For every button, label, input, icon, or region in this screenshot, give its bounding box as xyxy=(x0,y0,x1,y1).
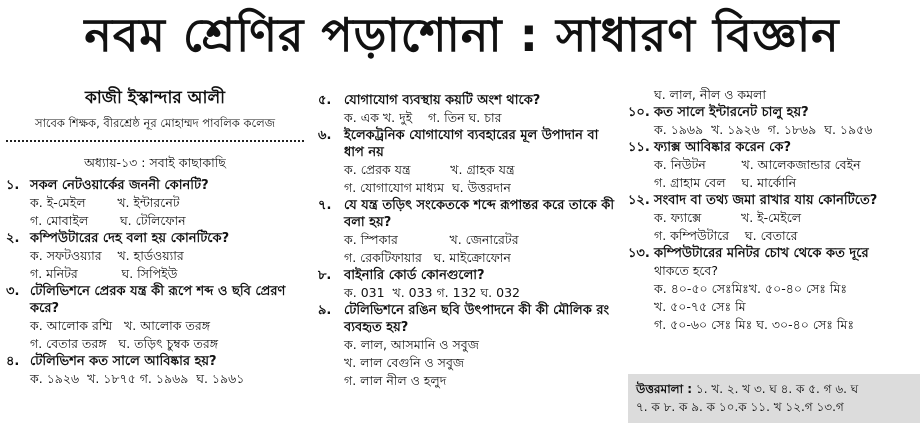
answer-options: গ. লাল নীল ও হলুদ xyxy=(344,373,447,388)
question-number: ৮. xyxy=(318,268,332,283)
answer-key-box xyxy=(628,374,920,423)
answer-options: ক. লাল, আসমানি ও সবুজ xyxy=(344,337,479,352)
answer-options: থাকতে হবে? xyxy=(654,263,719,278)
answer-options: গ. বেতার তরঙ্গ ঘ. তড়িৎ চুম্বক তরঙ্গ xyxy=(30,336,219,351)
question xyxy=(318,267,618,284)
question-list-right xyxy=(628,104,920,334)
question-number: ১২. xyxy=(628,193,650,208)
question-number: ১৩. xyxy=(628,246,650,261)
question-text: ফ্যাক্স আবিষ্কার করেন কে? xyxy=(654,140,792,155)
answer-options: ক. ই-মেইল খ. ইন্টারনেট xyxy=(30,195,180,210)
question-text: টেলিভিশন কত সালে আবিষ্কার হয়? xyxy=(30,354,217,369)
question-number: ৭. xyxy=(318,198,332,213)
column-left xyxy=(6,76,304,388)
answer-options: ক. স্পিকার খ. জেনারেটর xyxy=(344,232,519,247)
question-number: ১১. xyxy=(628,140,650,155)
question-text: কম্পিউটারের দেহ বলা হয় কোনটিকে? xyxy=(30,231,230,246)
author-name: কাজী ইস্কান্দার আলী xyxy=(84,88,226,108)
question-list-middle xyxy=(318,92,618,390)
question xyxy=(628,139,920,156)
question xyxy=(318,302,618,336)
question-number: ৫. xyxy=(318,93,332,108)
answer-key-line-1: ১. খ. ২. খ ৩. ঘ ৪. ক ৫. গ ৬. ঘ xyxy=(695,382,859,396)
answer-options: ক. প্রেরক যন্ত্র খ. গ্রাহক যন্ত্র xyxy=(344,162,515,177)
question-number: ১. xyxy=(6,178,20,193)
question xyxy=(318,127,618,161)
question xyxy=(6,283,304,317)
question-text: ইলেকট্রনিক যোগাযোগ ব্যবহারের মূল উপাদান বা ধাপ নয় xyxy=(344,128,599,160)
question-number: ১০. xyxy=(628,105,650,120)
page-title: নবম শ্রেণির পড়াশোনা : সাধারণ বিজ্ঞান xyxy=(84,8,840,62)
chapter-heading: অধ্যায়-১৩ : সবাই কাছাকাছি xyxy=(84,155,226,170)
answer-options: খ. লাল বেগুনি ও সবুজ xyxy=(344,355,465,370)
answer-options: ক. ১৯২৬ খ. ১৮৭৫ গ. ১৯৬৯ ঘ. ১৯৬১ xyxy=(30,371,245,386)
question-number: ৬. xyxy=(318,128,332,143)
question-text: টেলিভিশনে প্রেরক যন্ত্র কী রূপে শব্দ ও ছবি প্রেরণ করে? xyxy=(30,284,286,316)
question-text: সংবাদ বা তথ্য জমা রাখার যায় কোনটিতে? xyxy=(654,193,878,208)
answer-options: গ. মোবাইল ঘ. টেলিফোন xyxy=(30,213,186,228)
question xyxy=(628,245,920,262)
dotted-divider xyxy=(6,140,304,142)
question-number: ৪. xyxy=(6,354,20,369)
answer-options: ক. ফ্যাক্সে খ. ই-মেইলে xyxy=(654,210,802,225)
question xyxy=(628,104,920,121)
answer-options: গ. মনিটর ঘ. সিপিইউ xyxy=(30,266,178,281)
answer-options: গ. যোগাযোগ মাধ্যম ঘ. উত্তরদান xyxy=(344,180,511,195)
question-number: ৩. xyxy=(6,284,20,299)
answer-options: গ. কম্পিউটারে ঘ. বেতারে xyxy=(654,228,798,243)
question-text: কম্পিউটারের মনিটর চোখ থেকে কত দূরে xyxy=(654,246,869,261)
question xyxy=(628,192,920,209)
question xyxy=(6,353,304,370)
question-text: বাইনারি কোর্ড কোনগুলো? xyxy=(344,268,485,283)
question xyxy=(318,92,618,109)
question xyxy=(6,177,304,194)
answer-options: গ. রেকটিফায়ার ঘ. মাইক্রোফোন xyxy=(344,250,511,265)
question-text: সকল নেটওয়ার্কের জননী কোনটি? xyxy=(30,178,209,193)
answer-options: খ. ৫০-৭৫ সেঃ মি xyxy=(654,299,746,314)
answer-options: ক. আলোক রশ্মি খ. আলোক তরঙ্গ xyxy=(30,318,211,333)
answer-options: গ. গ্রাহাম বেল ঘ. মার্কোনি xyxy=(654,175,797,190)
answer-options: ক. এক খ. দুই গ. তিন ঘ. চার xyxy=(344,110,502,125)
answer-options: ক. নিউটন খ. আলেকজান্ডার বেইন xyxy=(654,157,861,172)
answer-options: ক. 031 খ. 033 গ. 132 ঘ. 032 xyxy=(344,285,520,300)
answer-options: ক. সফটওয়্যার খ. হার্ডওয়্যার xyxy=(30,248,184,263)
question xyxy=(6,230,304,247)
question-number: ২. xyxy=(6,231,20,246)
answer-options: গ. ৫০-৬০ সেঃ মিঃ ঘ. ৩০-৪০ সেঃ মিঃ xyxy=(654,317,855,332)
column-right xyxy=(628,86,920,334)
answer-key-line-2: ৭. ক ৮. ক ৯. ক ১০.ক ১১. খ ১২.গ ১৩.গ xyxy=(636,400,844,414)
author-affiliation: সাবেক শিক্ষক, বীরশ্রেষ্ঠ নূর মোহাম্মদ পাবলিক কলেজ xyxy=(34,116,276,130)
question-text: কত সালে ইন্টারনেট চালু হয়? xyxy=(654,105,809,120)
answer-key-label: উত্তরমালা : xyxy=(636,382,693,396)
answer-options: ক. ৪০-৫০ সেঃমিঃখ. ৫০-৪০ সেঃ মিঃ xyxy=(654,281,848,296)
question-list-left xyxy=(6,177,304,388)
answer-options: ক. ১৯৬৯ খ. ১৯২৬ গ. ১৮৬৯ ঘ. ১৯৫৬ xyxy=(654,122,873,137)
question-text: টেলিভিশনে রঙিন ছবি উৎপাদনে কী কী মৌলিক রং ব্যবহৃত হয়? xyxy=(344,303,610,335)
question xyxy=(318,197,618,231)
carry-over-option: ঘ. লাল, নীল ও কমলা xyxy=(654,87,766,102)
question-text: যে যন্ত্র তড়িৎ সংকেতকে শব্দে রূপান্তর করে তাকে কী বলা হয়? xyxy=(344,198,615,230)
question-number: ৯. xyxy=(318,303,332,318)
column-middle xyxy=(318,92,618,390)
question-text: যোগাযোগ ব্যবস্থায় কয়টি অংশ থাকে? xyxy=(344,93,541,108)
